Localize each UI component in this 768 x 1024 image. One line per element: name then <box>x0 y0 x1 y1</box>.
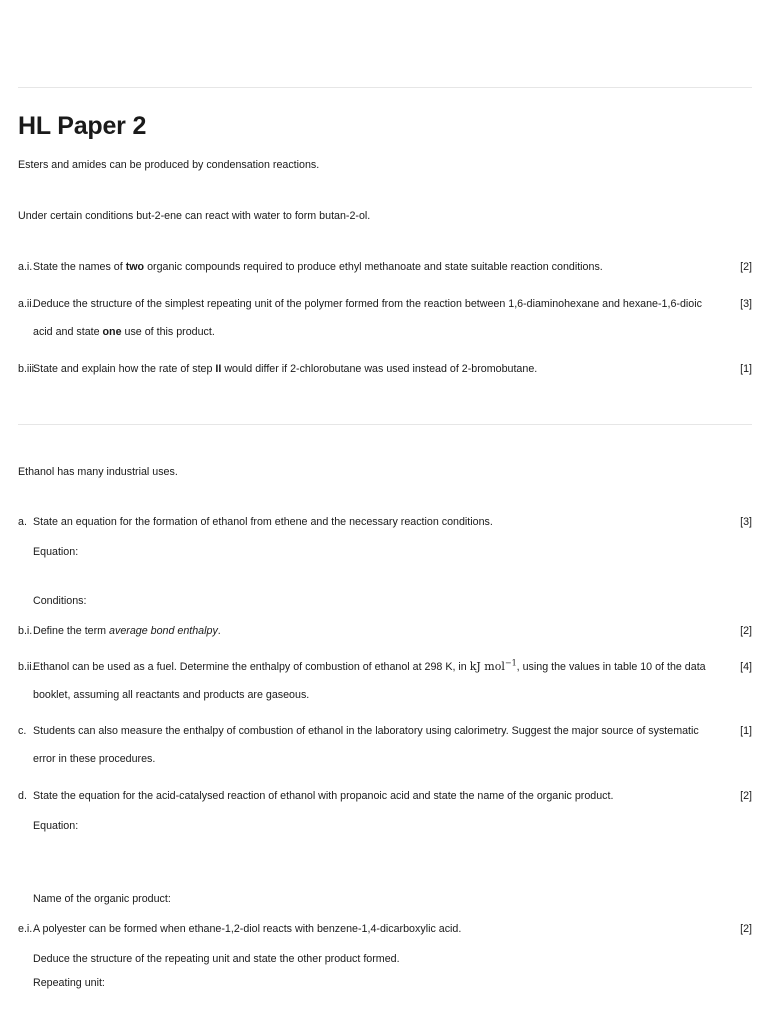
page-title: HL Paper 2 <box>18 112 147 140</box>
question-label: c. <box>18 725 27 737</box>
question-label: b.i. <box>18 625 33 637</box>
question-text: State the names of two organic compounds required to produce ethyl methanoate and state suitable reaction conditions. <box>33 261 603 273</box>
question-marks: [4] <box>740 661 752 673</box>
top-divider <box>18 87 752 88</box>
question-marks: [3] <box>740 298 752 310</box>
question-text: A polyester can be formed when ethane-1,2-diol reacts with benzene-1,4-dicarboxylic acid. <box>33 923 462 935</box>
equation-prompt: Equation: <box>33 546 79 558</box>
question-text-line2: Deduce the structure of the repeating unit and state the other product formed. <box>33 953 400 965</box>
question-marks: [1] <box>740 363 752 375</box>
question-label: a.ii. <box>18 298 35 310</box>
repeating-unit-prompt: Repeating unit: <box>33 977 105 989</box>
question-marks: [2] <box>740 790 752 802</box>
question-marks: [1] <box>740 725 752 737</box>
question-label: d. <box>18 790 27 802</box>
conditions-prompt: Conditions: <box>33 595 87 607</box>
question-text-line1: Ethanol can be used as a fuel. Determine the enthalpy of combustion of ethanol at 298 K, in kJ mol$^{-1}$, using the values in table 10 of the data <box>33 658 706 673</box>
question-label: e.i. <box>18 923 33 935</box>
question-marks: [2] <box>740 625 752 637</box>
question-marks: [3] <box>740 516 752 528</box>
question-text: Define the term average bond enthalpy. <box>33 625 221 637</box>
section-divider <box>18 424 752 425</box>
question-text-line2: error in these procedures. <box>33 753 156 765</box>
question-label: b.ii. <box>18 661 35 673</box>
question-text-line2: booklet, assuming all reactants and products are gaseous. <box>33 689 310 701</box>
question-label: b.iii. <box>18 363 38 375</box>
question-text: State the equation for the acid-catalysed reaction of ethanol with propanoic acid and state the name of the organic product. <box>33 790 614 802</box>
question-marks: [2] <box>740 261 752 273</box>
question-marks: [2] <box>740 923 752 935</box>
section2-intro-ethanol: Ethanol has many industrial uses. <box>18 466 178 478</box>
question-text: State an equation for the formation of ethanol from ethene and the necessary reaction conditions. <box>33 516 493 528</box>
equation-prompt: Equation: <box>33 820 79 832</box>
product-name-prompt: Name of the organic product: <box>33 893 171 905</box>
question-text-line1: Deduce the structure of the simplest repeating unit of the polymer formed from the reaction between 1,6-diaminohexane and hexane-1,6-dioic <box>33 298 702 310</box>
question-text-line1: Students can also measure the enthalpy of combustion of ethanol in the laboratory using calorimetry. Suggest the major source of systematic <box>33 725 699 737</box>
question-label: a. <box>18 516 27 528</box>
section1-intro-butene: Under certain conditions but-2-ene can react with water to form butan-2-ol. <box>18 210 371 222</box>
unit-math: kJ mol$^{-1}$ <box>469 658 517 673</box>
question-label: a.i. <box>18 261 33 273</box>
question-text: State and explain how the rate of step II would differ if 2-chlorobutane was used instead of 2-bromobutane. <box>33 363 538 375</box>
section1-intro-esters: Esters and amides can be produced by condensation reactions. <box>18 159 320 171</box>
question-text-line2: acid and state one use of this product. <box>33 326 215 338</box>
